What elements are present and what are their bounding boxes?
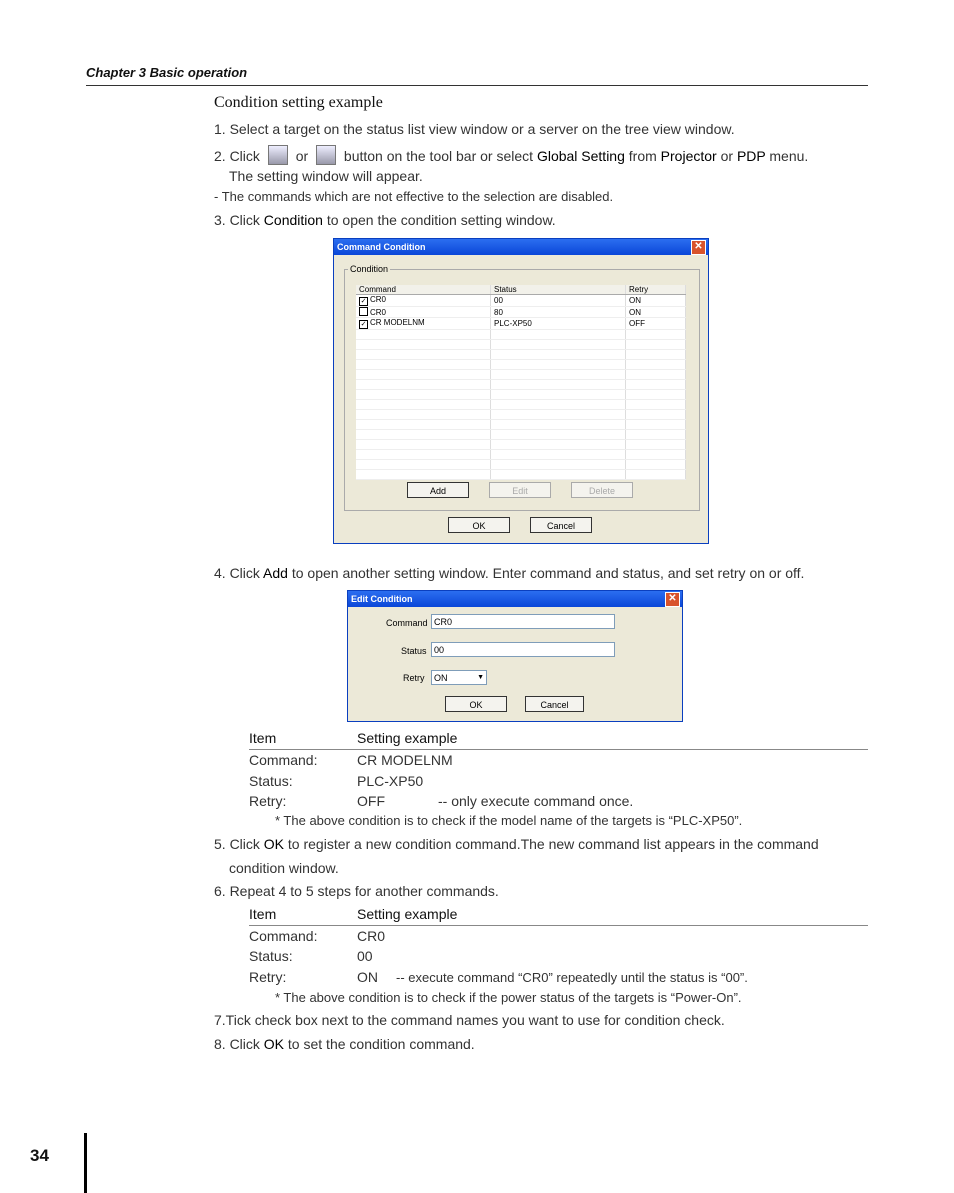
table2-rule: [249, 925, 868, 926]
dialog-title: Edit Condition: [351, 594, 413, 604]
cell-status: 00: [491, 295, 626, 307]
retry-select[interactable]: [431, 670, 487, 685]
empty-row: [356, 340, 686, 350]
step-8: [214, 1036, 475, 1052]
step-2-text: 2. Click: [214, 148, 260, 164]
command-text: CR0: [370, 308, 387, 317]
step-3-text: 3. Click: [214, 212, 260, 228]
table2-head-item: Item: [249, 906, 277, 922]
command-label: Command: [386, 618, 428, 628]
checkbox[interactable]: ✓: [360, 321, 367, 328]
table2-footnote: * The above condition is to check if the power status of the targets is “Power-On”.: [275, 990, 742, 1005]
step-3-text: to open the condition setting window.: [326, 212, 556, 228]
retry-label: Retry: [403, 673, 425, 683]
table2-command-label: Command:: [249, 928, 318, 944]
command-input[interactable]: CR0: [431, 614, 615, 629]
table2-retry-value: ON: [357, 969, 378, 985]
table2-status-label: Status:: [249, 948, 293, 964]
dialog-title: Command Condition: [337, 242, 426, 252]
step-8-text: to set the condition command.: [287, 1036, 475, 1052]
keyword-ok: OK: [263, 836, 285, 852]
checkbox[interactable]: [359, 307, 368, 316]
step-7: 7.Tick check box next to the command names you want to use for condition check.: [214, 1012, 725, 1028]
group-label: Condition: [350, 264, 389, 274]
status-input[interactable]: 00: [431, 642, 615, 657]
table1-command-value: CR MODELNM: [357, 752, 453, 768]
table1-retry-value: OFF: [357, 793, 385, 809]
section-heading: Condition setting example: [214, 94, 383, 111]
table-row[interactable]: [356, 307, 686, 318]
cell-retry: ON: [626, 295, 686, 307]
step-3: [214, 212, 556, 228]
step-8-text: 8. Click: [214, 1036, 260, 1052]
step-4: [214, 565, 804, 581]
ok-button[interactable]: OK: [448, 517, 510, 533]
step-2: [214, 145, 808, 165]
table2-head-example: Setting example: [357, 906, 458, 922]
cell-retry: ON: [626, 307, 686, 318]
keyword-projector: Projector: [660, 148, 717, 164]
page-number: 34: [30, 1146, 49, 1165]
empty-row: [356, 400, 686, 410]
condition-table[interactable]: [356, 285, 686, 480]
cancel-button[interactable]: Cancel: [530, 517, 592, 533]
table-row[interactable]: [356, 295, 686, 307]
table1-footnote: * The above condition is to check if the model name of the targets is “PLC-XP50”.: [275, 813, 743, 828]
table1-head-example: Setting example: [357, 730, 458, 746]
cell-retry: OFF: [626, 318, 686, 330]
cell-status: PLC-XP50: [491, 318, 626, 330]
empty-row: [356, 420, 686, 430]
command-text: CR MODELNM: [370, 318, 425, 327]
cell-command: [356, 318, 491, 330]
page-margin-bar: [84, 1133, 87, 1193]
table1-status-value: PLC-XP50: [357, 773, 424, 789]
delete-button[interactable]: Delete: [571, 482, 633, 498]
keyword-ok: OK: [263, 1036, 285, 1052]
step-6: 6. Repeat 4 to 5 steps for another commands.: [214, 883, 499, 899]
command-text: CR0: [370, 295, 387, 304]
global-setting-projector-icon: [268, 145, 288, 165]
keyword-condition: Condition: [263, 212, 323, 228]
empty-row: [356, 440, 686, 450]
cell-status: 80: [491, 307, 626, 318]
chapter-header: Chapter 3 Basic operation: [86, 65, 248, 80]
table2-retry-label: Retry:: [249, 969, 287, 985]
empty-row: [356, 350, 686, 360]
table-header-row: [356, 285, 686, 295]
step-5-line2: condition window.: [229, 860, 339, 876]
empty-row: [356, 330, 686, 340]
table1-command-label: Command:: [249, 752, 318, 768]
column-header-retry[interactable]: Retry: [626, 285, 686, 295]
empty-row: [356, 430, 686, 440]
step-1: 1. Select a target on the status list view window or a server on the tree view window.: [214, 121, 735, 137]
step-2-text: or: [295, 148, 309, 164]
keyword-global-setting: Global Setting: [536, 148, 625, 164]
table2-retry-note: -- execute command “CR0” repeatedly until the status is “00”.: [396, 970, 748, 985]
empty-row: [356, 380, 686, 390]
step-5: [214, 836, 819, 852]
table1-retry-label: Retry:: [249, 793, 287, 809]
command-condition-dialog: [333, 238, 709, 544]
step-4-text: to open another setting window. Enter command and status, and set retry on or off.: [291, 565, 805, 581]
add-button[interactable]: Add: [407, 482, 469, 498]
empty-row: [356, 460, 686, 470]
cell-command: [356, 307, 491, 318]
close-icon[interactable]: ✕: [665, 592, 680, 607]
step-2-text: from: [628, 148, 657, 164]
edit-condition-dialog: [347, 590, 683, 722]
table2-command-value: CR0: [357, 928, 386, 944]
empty-row: [356, 410, 686, 420]
keyword-add: Add: [263, 565, 288, 581]
table2-status-value: 00: [357, 948, 373, 964]
step-5-text: 5. Click: [214, 836, 260, 852]
header-rule: [86, 85, 868, 86]
note-disabled: - The commands which are not effective to the selection are disabled.: [214, 189, 614, 204]
step-2-text: menu.: [769, 148, 809, 164]
empty-row: [356, 470, 686, 480]
step-5-text: to register a new condition command.The new command list appears in the command: [287, 836, 819, 852]
empty-row: [356, 390, 686, 400]
cell-command: [356, 295, 491, 307]
column-header-status[interactable]: Status: [491, 285, 626, 295]
table-row[interactable]: [356, 318, 686, 330]
empty-row: [356, 360, 686, 370]
step-2-text: button on the tool bar or select: [343, 148, 534, 164]
table1-status-label: Status:: [249, 773, 293, 789]
step-2-line2: The setting window will appear.: [229, 168, 423, 184]
edit-button[interactable]: Edit: [489, 482, 551, 498]
empty-row: [356, 450, 686, 460]
column-header-command[interactable]: Command: [356, 285, 491, 295]
status-label: Status: [401, 646, 427, 656]
dialog-titlebar: [348, 591, 682, 607]
retry-value: ON: [434, 673, 448, 683]
table1-rule: [249, 749, 868, 750]
step-4-text: 4. Click: [214, 565, 260, 581]
global-setting-pdp-icon: [316, 145, 336, 165]
empty-row: [356, 370, 686, 380]
step-2-text: or: [720, 148, 734, 164]
table1-head-item: Item: [249, 730, 277, 746]
close-icon[interactable]: ✕: [691, 240, 706, 255]
dialog-titlebar: [334, 239, 708, 255]
cancel-button[interactable]: Cancel: [525, 696, 584, 712]
checkbox[interactable]: ✓: [360, 298, 367, 305]
keyword-pdp: PDP: [736, 148, 766, 164]
table1-retry-note: -- only execute command once.: [438, 793, 634, 809]
chevron-down-icon: ▼: [477, 674, 484, 681]
ok-button[interactable]: OK: [445, 696, 507, 712]
